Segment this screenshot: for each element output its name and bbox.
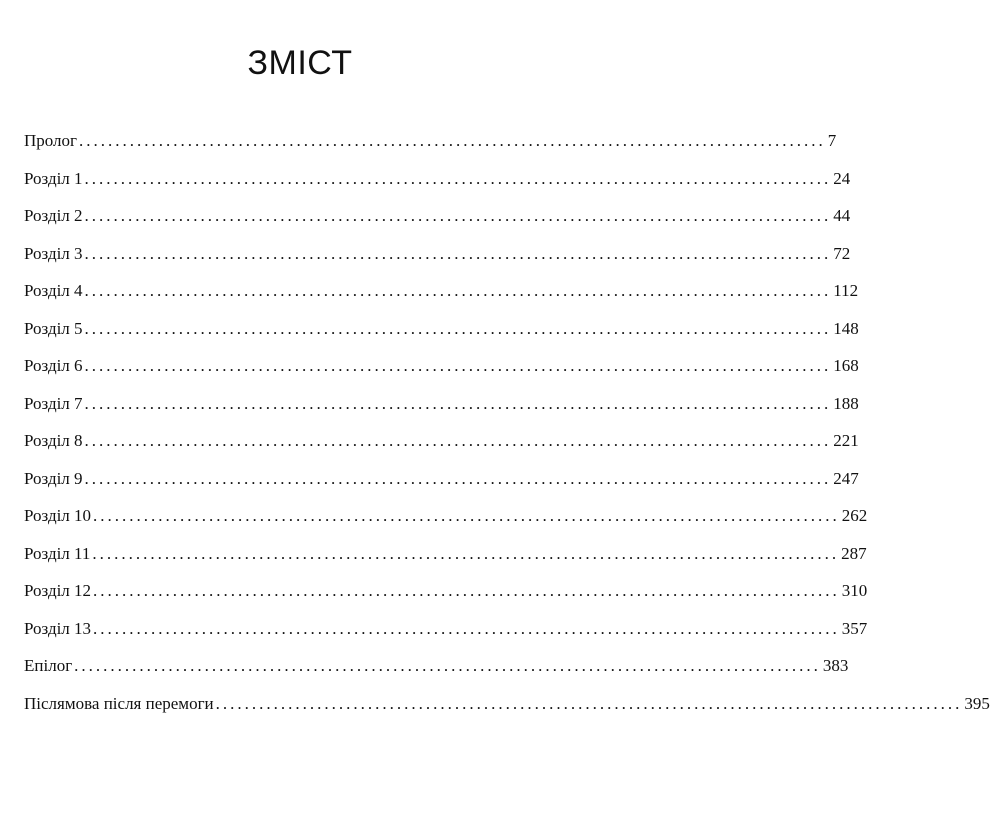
toc-entry-label: Розділ 4	[24, 281, 83, 300]
toc-entry-page: 44	[833, 206, 851, 225]
toc-entry-label: Розділ 3	[24, 243, 83, 263]
toc-entry-label: Розділ 8	[24, 431, 83, 450]
dot-leader: .......................................................................................................	[215, 693, 963, 713]
toc-entry	[24, 310, 859, 348]
toc-entry	[24, 197, 851, 235]
dot-leader: .......................................................................................................	[74, 656, 821, 675]
toc-entry	[24, 460, 859, 498]
dot-leader: .......................................................................................................	[92, 543, 840, 563]
dot-leader: .......................................................................................................	[84, 431, 832, 450]
dot-leader: .......................................................................................................	[84, 468, 832, 488]
toc-entry-label: Пролог	[24, 131, 78, 150]
toc-entry	[24, 160, 851, 198]
toc-entry-page: 148	[833, 318, 859, 338]
dot-leader: .......................................................................................................	[84, 243, 832, 263]
toc-entry-page: 72	[833, 243, 851, 263]
toc-entry	[24, 122, 837, 160]
dot-leader: .......................................................................................................	[93, 506, 840, 525]
dot-leader: .......................................................................................................	[79, 131, 826, 150]
toc-entry-label: Післямова після перемоги	[24, 693, 214, 713]
toc-entry-page: 112	[833, 281, 859, 300]
table-of-contents	[24, 122, 990, 722]
toc-entry	[24, 572, 868, 610]
toc-entry	[24, 685, 990, 723]
dot-leader: .......................................................................................................	[93, 581, 840, 600]
toc-entry-label: Розділ 11	[24, 543, 91, 563]
toc-entry-page: 357	[841, 618, 868, 638]
toc-entry	[24, 647, 849, 685]
toc-entry-page: 262	[841, 506, 868, 525]
toc-entry-page: 383	[822, 656, 849, 675]
toc-entry	[24, 497, 868, 535]
toc-entry-page: 395	[964, 693, 990, 713]
toc-entry	[24, 610, 868, 648]
toc-entry	[24, 422, 859, 460]
toc-entry-page: 168	[833, 356, 859, 375]
page-title: ЗМІСТ	[247, 44, 353, 82]
toc-entry-page: 247	[833, 468, 859, 488]
toc-entry-label: Епілог	[24, 656, 73, 675]
dot-leader: .......................................................................................................	[84, 206, 832, 225]
toc-entry-label: Розділ 12	[24, 581, 92, 600]
toc-entry-label: Розділ 5	[24, 318, 83, 338]
toc-entry-page: 188	[833, 393, 859, 413]
toc-entry-label: Розділ 13	[24, 618, 92, 638]
toc-entry-label: Розділ 6	[24, 356, 83, 375]
dot-leader: .......................................................................................................	[84, 168, 832, 188]
toc-entry-label: Розділ 7	[24, 393, 83, 413]
toc-entry	[24, 535, 867, 573]
toc-entry-page: 24	[833, 168, 851, 188]
dot-leader: .......................................................................................................	[84, 318, 832, 338]
toc-entry-label: Розділ 2	[24, 206, 83, 225]
toc-entry	[24, 272, 859, 310]
toc-entry-page: 310	[841, 581, 868, 600]
toc-entry-label: Розділ 1	[24, 168, 83, 188]
dot-leader: .......................................................................................................	[84, 393, 832, 413]
toc-entry-page: 287	[841, 543, 867, 563]
dot-leader: .......................................................................................................	[84, 281, 832, 300]
toc-entry-page: 7	[827, 131, 837, 150]
toc-entry	[24, 385, 859, 423]
toc-entry-label: Розділ 10	[24, 506, 92, 525]
toc-entry	[24, 347, 859, 385]
toc-entry	[24, 235, 851, 273]
dot-leader: .......................................................................................................	[84, 356, 832, 375]
toc-entry-page: 221	[833, 431, 859, 450]
toc-entry-label: Розділ 9	[24, 468, 83, 488]
dot-leader: .......................................................................................................	[93, 618, 840, 638]
